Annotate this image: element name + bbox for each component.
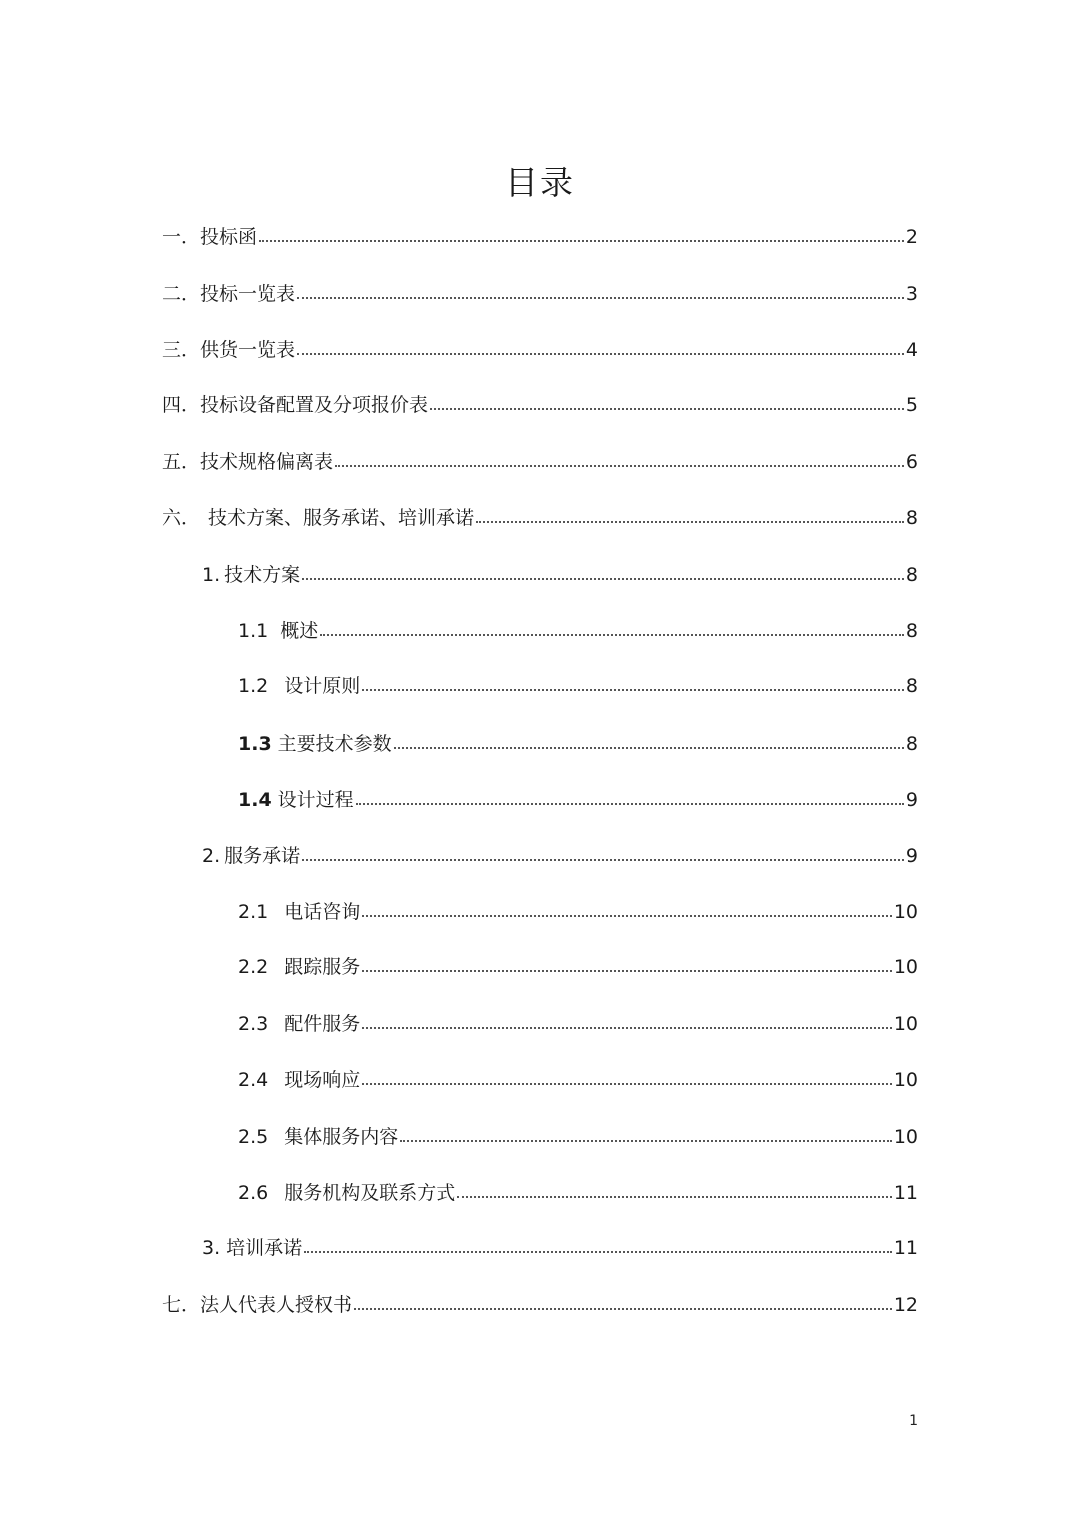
dot-leader (362, 970, 892, 972)
entry-text: 集体服务内容 (284, 1126, 399, 1148)
entry-number: 2.2 (238, 956, 269, 978)
entry-page: 8 (905, 507, 918, 529)
entry-page: 10 (893, 1126, 918, 1148)
toc-entry-service-commitment[interactable] (202, 843, 918, 869)
toc-entry-training-commitment[interactable] (202, 1235, 918, 1261)
entry-page: 3 (905, 283, 918, 305)
dot-leader (304, 1251, 892, 1253)
toc-entry-collective-service[interactable] (238, 1124, 918, 1150)
entry-text: 主要技术参数 (277, 733, 392, 755)
entry-text: 投标一览表 (200, 283, 296, 305)
toc-entry-design-process[interactable] (238, 787, 918, 813)
toc-entry-tender-letter[interactable] (162, 224, 918, 250)
entry-page: 10 (893, 1069, 918, 1091)
entry-text: 跟踪服务 (284, 956, 361, 978)
dot-leader (362, 1027, 892, 1029)
entry-text: 技术方案 (224, 564, 301, 586)
entry-number: 五． (162, 451, 201, 473)
toc-entry-tracking-service[interactable] (238, 954, 918, 980)
entry-text: 投标函 (200, 226, 258, 248)
entry-page: 8 (905, 733, 918, 755)
entry-number: 三． (162, 339, 201, 361)
entry-number: 1.1 (238, 620, 269, 642)
entry-number: 1. (202, 564, 221, 586)
entry-text: 法人代表人授权书 (200, 1294, 353, 1316)
entry-page: 11 (893, 1182, 918, 1204)
entry-page: 10 (893, 901, 918, 923)
entry-page: 9 (905, 789, 918, 811)
toc-entry-onsite-response[interactable] (238, 1067, 918, 1093)
entry-text: 服务机构及联系方式 (284, 1182, 456, 1204)
entry-text: 概述 (280, 620, 319, 642)
entry-number: 2.5 (238, 1126, 269, 1148)
entry-number: 四． (162, 394, 201, 416)
toc-entry-service-contacts[interactable] (238, 1180, 918, 1206)
dot-leader (302, 578, 904, 580)
entry-number: 1.3 (238, 733, 272, 755)
entry-text: 设计过程 (277, 789, 354, 811)
entry-text: 服务承诺 (224, 845, 301, 867)
entry-number: 七． (162, 1294, 201, 1316)
dot-leader (476, 521, 904, 523)
entry-number: 2.6 (238, 1182, 269, 1204)
dot-leader (297, 353, 904, 355)
toc-entry-design-principles[interactable] (238, 673, 918, 699)
entry-text: 现场响应 (284, 1069, 361, 1091)
page-number: 1 (909, 1413, 918, 1429)
entry-text: 技术规格偏离表 (200, 451, 334, 473)
dot-leader (362, 915, 892, 917)
entry-page: 8 (905, 675, 918, 697)
dot-leader (400, 1140, 892, 1142)
dot-leader (297, 297, 904, 299)
toc-entry-parts-service[interactable] (238, 1011, 918, 1037)
dot-leader (457, 1196, 892, 1198)
dot-leader (354, 1308, 892, 1310)
page-title: 目录 (505, 163, 575, 202)
entry-page: 5 (905, 394, 918, 416)
dot-leader (356, 803, 904, 805)
toc-entry-overview[interactable] (238, 618, 918, 644)
entry-page: 8 (905, 620, 918, 642)
toc-entry-phone-consult[interactable] (238, 899, 918, 925)
entry-page: 8 (905, 564, 918, 586)
entry-text: 供货一览表 (200, 339, 296, 361)
dot-leader (362, 689, 904, 691)
dot-leader (430, 408, 904, 410)
entry-number: 2. (202, 845, 221, 867)
entry-text: 投标设备配置及分项报价表 (200, 394, 429, 416)
entry-page: 12 (893, 1294, 918, 1316)
entry-text: 电话咨询 (284, 901, 361, 923)
entry-number: 1.2 (238, 675, 269, 697)
toc-entry-tech-service-training[interactable] (162, 505, 918, 531)
entry-number: 一． (162, 226, 201, 248)
entry-page: 9 (905, 845, 918, 867)
toc-entry-supply-summary[interactable] (162, 337, 918, 363)
entry-text: 技术方案、服务承诺、培训承诺 (208, 507, 475, 529)
entry-number: 2.3 (238, 1013, 269, 1035)
dot-leader (320, 634, 904, 636)
dot-leader (259, 240, 904, 242)
entry-page: 2 (905, 226, 918, 248)
toc-entry-equipment-quote[interactable] (162, 392, 918, 418)
entry-number: 2.1 (238, 901, 269, 923)
entry-text: 配件服务 (284, 1013, 361, 1035)
dot-leader (302, 859, 904, 861)
dot-leader (362, 1083, 892, 1085)
entry-number: 六． (162, 507, 201, 529)
entry-number: 1.4 (238, 789, 272, 811)
entry-text: 设计原则 (284, 675, 361, 697)
toc-entry-tender-summary[interactable] (162, 281, 918, 307)
entry-page: 6 (905, 451, 918, 473)
entry-page: 10 (893, 956, 918, 978)
toc-entry-tech-plan[interactable] (202, 562, 918, 588)
entry-number: 2.4 (238, 1069, 269, 1091)
entry-number: 二． (162, 283, 201, 305)
entry-page: 10 (893, 1013, 918, 1035)
entry-number: 3. (202, 1237, 221, 1259)
dot-leader (335, 465, 904, 467)
dot-leader (394, 747, 904, 749)
entry-text: 培训承诺 (226, 1237, 303, 1259)
toc-entry-main-parameters[interactable] (238, 731, 918, 757)
toc-entry-legal-authorization[interactable] (162, 1292, 918, 1318)
entry-page: 11 (893, 1237, 918, 1259)
toc-entry-spec-deviation[interactable] (162, 449, 918, 475)
entry-page: 4 (905, 339, 918, 361)
